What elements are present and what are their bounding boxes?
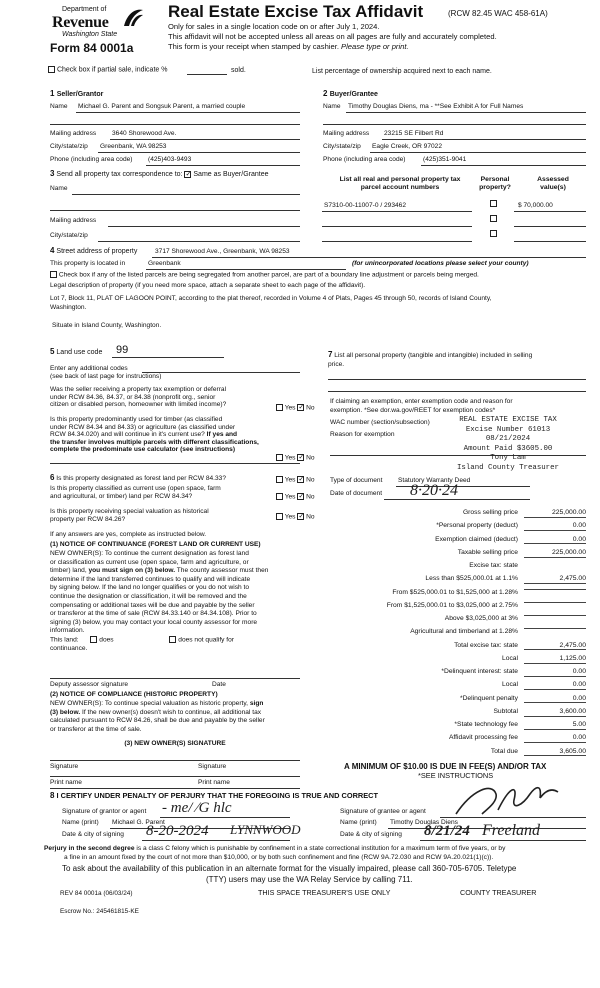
form-title: Real Estate Excise Tax Affidavit xyxy=(168,2,424,21)
grantee-signature[interactable] xyxy=(452,780,562,818)
fee-value[interactable]: 3,600.00 xyxy=(524,708,586,717)
q1-no-checkbox[interactable]: ✓ xyxy=(298,404,305,411)
seller-phone-value[interactable]: (425)403-9493 xyxy=(148,156,192,163)
fee-value[interactable] xyxy=(524,602,586,603)
county-treasurer-label: COUNTY TREASURER xyxy=(460,888,537,897)
minimum-fee-note: A MINIMUM OF $10.00 IS DUE IN FEE(S) AND/OR TAX xyxy=(344,762,547,771)
fee-label: Exemption claimed (deduct) xyxy=(435,535,518,543)
fee-value[interactable]: 0.00 xyxy=(524,668,586,677)
assessed-col-header: Assessed value(s) xyxy=(537,176,569,191)
personal-property-label: 7 List all personal property (tangible and intangible) included in selling price. xyxy=(328,350,533,368)
q6a-yes-checkbox[interactable] xyxy=(276,476,283,483)
personal-property-checkbox-1[interactable] xyxy=(490,200,497,207)
fee-label: Taxable selling price xyxy=(457,548,518,556)
grantee-name-value[interactable]: Timothy Douglas Diens xyxy=(390,819,458,826)
certification-statement: 8 I CERTIFY UNDER PENALTY OF PERJURY THAT THE FOREGOING IS TRUE AND CORRECT xyxy=(50,791,379,800)
deputy-sig-label: Deputy assessor signature xyxy=(50,681,129,688)
fee-value[interactable] xyxy=(524,589,586,590)
dept-label: Department of xyxy=(62,6,107,13)
buyer-name-label: Name xyxy=(323,103,341,110)
escrow-number: Escrow No.: 245461815-KE xyxy=(60,908,139,915)
notice-continuance-body: NEW OWNER(S): To continue the current designation as forest land or classification as current use (open space, farm and agriculture, or timber) land, you must sign on (3) below. The county assessor must then determine if the land transferred continues to qualify and will indicate by signing below. If the land no longer qualifies or you do not wish to continue the designation or classification, it will be removed and the compensating or additional taxes will be due and payable by the seller or transferor at the time of sale (RCW 84.33.140 or 84.34.108). Prior to signing (3) below, you may contact your local county assessor for more information. xyxy=(50,550,269,635)
list-percentage-note: List percentage of ownership acquired next to each name. xyxy=(312,68,492,75)
statute-ref: (RCW 82.45 WAC 458-61A) xyxy=(448,9,548,18)
q2-yes-no: Yes ✓ No xyxy=(276,454,315,462)
treasurer-use-label: THIS SPACE TREASURER'S USE ONLY xyxy=(258,888,391,897)
same-as-buyer-checkbox[interactable]: ✓ xyxy=(185,170,192,178)
fee-label: Affidavit processing fee xyxy=(448,734,518,742)
buyer-mailing-label: Mailing address xyxy=(323,130,370,137)
fee-label: Excise tax: state xyxy=(469,562,518,569)
land-use-code[interactable]: 99 xyxy=(116,344,129,356)
q2-yes-checkbox[interactable] xyxy=(276,454,283,461)
timber-question: Is this property predominantly used for timber (as classified under RCW 84.34 and 84.33) or agriculture (as classified under RCW 84.34.020) and will continue in it's current use? If yes and the transfer involves multiple parcels with different classifications, complete the predominate use calculator (see instructions) xyxy=(50,416,259,454)
personal-col-header: Personal property? xyxy=(479,176,511,191)
fee-label: Less than $525,000.01 at 1.1% xyxy=(425,575,518,583)
fee-value[interactable]: 3,605.00 xyxy=(524,748,586,757)
notice-continuance-title: (1) NOTICE OF CONTINUANCE (FOREST LAND OR CURRENT USE) xyxy=(50,541,261,548)
header-line-1: Only for sales in a single location code on or after July 1, 2024. xyxy=(168,22,380,31)
fee-label: Agricultural and timberland at 1.28% xyxy=(410,628,518,636)
q6b-yes-no: Yes ✓ No xyxy=(276,493,315,501)
located-value[interactable]: Greenbank xyxy=(148,260,181,267)
seller-name-label: Name xyxy=(50,103,68,110)
fee-value[interactable] xyxy=(524,615,586,616)
buyer-city-label: City/state/zip xyxy=(323,143,361,150)
buyer-phone-value[interactable]: (425)351-9041 xyxy=(423,156,467,163)
q6b-no-checkbox[interactable]: ✓ xyxy=(298,493,305,500)
perjury-line-1: Perjury in the second degree is a class C felony which is punishable by confinement in a state correctional institution for a maximum term of five years, or by xyxy=(44,845,506,852)
grantor-name-value[interactable]: Michael G. Parent xyxy=(112,819,165,826)
seller-mailing-label: Mailing address xyxy=(50,130,97,137)
owner-sig-label-1: Signature xyxy=(50,763,79,770)
new-owner-signature-title: (3) NEW OWNER(S) SIGNATURE xyxy=(124,740,226,747)
seller-phone-label: Phone (including area code) xyxy=(50,156,133,163)
if-any-note: If any answers are yes, complete as instructed below. xyxy=(50,531,207,538)
doc-type-value[interactable]: Statutory Warranty Deed xyxy=(398,477,471,484)
segregated-row: Check box if any of the listed parcels are being segregated from another parcel, are part of a boundary line adjustment or parcels being merged. xyxy=(50,271,479,279)
q6c-no-checkbox[interactable]: ✓ xyxy=(298,513,305,520)
fee-label: From $1,525,000.01 to $3,025,000 at 2.75% xyxy=(386,601,518,609)
deputy-date-label: Date xyxy=(212,681,226,688)
form-number: Form 84 0001a xyxy=(50,41,134,55)
accessibility-line-2: (TTY) users may use the WA Relay Service by calling 711. xyxy=(206,875,413,884)
fee-value[interactable]: 0.00 xyxy=(524,536,586,545)
fee-value[interactable]: 0.00 xyxy=(524,695,586,704)
wac-label: WAC number (section/subsection) xyxy=(330,419,430,426)
this-land-label: This land: does does not qualify for xyxy=(50,636,234,644)
buyer-phone-label: Phone (including area code) xyxy=(323,156,406,163)
q6b-yes-checkbox[interactable] xyxy=(276,493,283,500)
wa-logo-icon xyxy=(121,6,145,30)
exemption-claim-label: If claiming an exemption, enter exemption code and reason for exemption. *See dor.wa.gov/REET for exemption codes* xyxy=(330,398,513,414)
grantee-city-value[interactable]: Freeland xyxy=(482,822,541,839)
current-use-question: Is this property classified as current use (open space, farm and agricultural, or timber) land per RCW 84.34? xyxy=(50,485,221,500)
personal-property-checkbox-3[interactable] xyxy=(490,230,497,237)
grantor-city-value[interactable]: LYNNWOOD xyxy=(230,822,301,837)
buyer-mailing-value[interactable]: 23215 SE Filbert Rd xyxy=(384,130,444,137)
legal-desc-line-1: Lot 7, Block 11, PLAT OF LAGOON POINT, according to the plat thereof, recorded in Volume 4 of Plats, Pages 45 through 50, records of Island County, xyxy=(50,295,492,302)
q1-yes-checkbox[interactable] xyxy=(276,404,283,411)
buyer-heading: 2 Buyer/Grantee xyxy=(323,89,378,98)
uninc-note: (for unincorporated locations please select your county) xyxy=(352,260,529,267)
fee-value[interactable]: 2,475.00 xyxy=(524,575,586,584)
seller-mailing-value[interactable]: 3640 Shorewood Ave. xyxy=(112,130,177,137)
additional-codes-label: Enter any additional codes (see back of last page for instructions) xyxy=(50,365,162,380)
grantee-name-label: Name (print) xyxy=(340,819,377,826)
section4-address-row: 4 Street address of property xyxy=(50,246,138,255)
fee-label: Subtotal xyxy=(493,707,518,715)
doc-type-label: Type of document xyxy=(330,477,383,484)
fee-label: Total due xyxy=(490,747,518,755)
fee-label: From $525,000.01 to $1,525,000 at 1.28% xyxy=(392,588,518,596)
treasurer-stamp: REAL ESTATE EXCISE TAX Excise Number 61013 08/21/2024 Amount Paid $3605.00 Tony Lam Island County Treasurer xyxy=(456,416,559,472)
does-not-checkbox[interactable] xyxy=(169,636,176,643)
property-address[interactable]: 3717 Shorewood Ave., Greenbank, WA 98253 xyxy=(155,248,290,255)
reason-label: Reason for exemption xyxy=(330,431,395,438)
see-instructions: *SEE INSTRUCTIONS xyxy=(418,771,494,780)
revenue-logo-text: Revenue xyxy=(52,14,109,31)
grantee-date-label: Date & city of signing xyxy=(340,831,402,838)
partial-sale-row: Check box if partial sale, indicate % xyxy=(48,66,167,74)
buyer-city-value[interactable]: Eagle Creek, OR 97022 xyxy=(372,143,443,150)
seller-city-label: City/state/zip xyxy=(50,143,88,150)
segregated-checkbox[interactable] xyxy=(50,271,57,278)
seller-heading: 1 Seller/Grantor xyxy=(50,89,104,98)
located-label: This property is located in xyxy=(50,260,126,267)
fee-label: *Delinquent interest: state xyxy=(441,668,518,675)
grantor-name-label: Name (print) xyxy=(62,819,99,826)
buyer-name-value[interactable]: Timothy Douglas Diens, ma - **See Exhibit A for Full Names xyxy=(348,103,524,110)
doc-date-value[interactable]: 8·20·24 xyxy=(410,482,458,499)
owner-sig-label-2: Signature xyxy=(198,763,227,770)
assessed-value[interactable]: $ 70,000.00 xyxy=(518,202,553,209)
section3-row: 3 Send all property tax correspondence to: ✓ Same as Buyer/Grantee xyxy=(50,169,269,178)
grantor-signature[interactable]: - me/ ⁄G hlc xyxy=(162,800,232,816)
fee-value[interactable]: 2,475.00 xyxy=(524,642,586,651)
land-use-row: 5 Land use code xyxy=(50,347,103,356)
does-checkbox[interactable] xyxy=(90,636,97,643)
q6c-yes-checkbox[interactable] xyxy=(276,513,283,520)
q6c-yes-no: Yes ✓ No xyxy=(276,513,315,521)
notice-compliance-body: NEW OWNER(S): To continue special valuation as historic property, sign (3) below. If the new owner(s) doesn't wish to continue, all additional tax calculated pursuant to RCW 84.26, shall be due and payable by the seller or transferor at the time of sale. xyxy=(50,700,265,733)
header-line-3: This form is your receipt when stamped by cashier. Please type or print. xyxy=(168,42,409,51)
fee-value[interactable]: 0.00 xyxy=(524,522,586,531)
situate-text: Situate in Island County, Washington. xyxy=(52,322,162,329)
seller-name-value[interactable]: Michael G. Parent and Songsuk Parent, a married couple xyxy=(78,103,246,110)
owner-print-label-2: Print name xyxy=(198,779,230,786)
q1-yes-no: Yes ✓ No xyxy=(276,404,315,412)
sold-label: sold. xyxy=(231,67,246,74)
fee-value[interactable]: 0.00 xyxy=(524,734,586,743)
accessibility-line-1: To ask about the availability of this publication in an alternate format for the visually impaired, please call 360-705-6705. Teletype xyxy=(62,864,517,873)
fee-value[interactable]: 1,125.00 xyxy=(524,655,586,664)
perjury-line-2: a fine in an amount fixed by the court of not more than $10,000, or by both such confinement and fine (RCW 9A.72.030 and RCW 9A.20.021(1)(c)). xyxy=(64,854,494,861)
owner-print-label-1: Print name xyxy=(50,779,82,786)
fee-value[interactable]: 0.00 xyxy=(524,681,586,690)
revision-label: REV 84 0001a (06/03/24) xyxy=(60,890,133,897)
fee-label: *Delinquent penalty xyxy=(460,694,518,702)
historical-question: Is this property receiving special valuation as historical property per RCW 84.26? xyxy=(50,508,209,523)
legal-desc-label: Legal description of property (if you need more space, attach a separate sheet to each page of the affidavit). xyxy=(50,282,366,289)
notice-compliance-title: (2) NOTICE OF COMPLIANCE (HISTORIC PROPERTY) xyxy=(50,691,218,698)
grantee-date-value[interactable]: 8/21/24 xyxy=(424,823,470,839)
grantor-date-label: Date & city of signing xyxy=(62,831,124,838)
fee-value[interactable] xyxy=(524,628,586,629)
fee-label: Gross selling price xyxy=(462,509,518,516)
doc-date-label: Date of document xyxy=(330,490,383,497)
grantor-sig-label: Signature of grantor or agent xyxy=(62,808,147,815)
legal-desc-line-2: Washington. xyxy=(50,304,87,311)
state-label: Washington State xyxy=(62,31,118,38)
forest-question: 6 Is this property designated as forest land per RCW 84.33? xyxy=(50,473,226,482)
partial-sale-checkbox[interactable] xyxy=(48,66,55,73)
fee-label: *State technology fee xyxy=(454,721,518,728)
fee-value[interactable]: 5.00 xyxy=(524,721,586,730)
q6a-no-checkbox[interactable]: ✓ xyxy=(298,476,305,483)
fee-label: Local xyxy=(502,681,518,689)
fee-value[interactable]: 225,000.00 xyxy=(524,509,586,518)
fee-label: Above $3,025,000 at 3% xyxy=(444,615,518,622)
exemption-question: Was the seller receiving a property tax exemption or deferral under RCW 84.36, 84.37, or 84.38 (nonprofit org., senior citizen or disabled person, homeowner with limited income)? xyxy=(50,386,227,409)
fee-label: *Personal property (deduct) xyxy=(436,522,518,530)
grantor-date-value[interactable]: 8-20-2024 xyxy=(146,823,209,839)
q6a-yes-no: Yes ✓ No xyxy=(276,476,315,484)
seller-city-value[interactable]: Greenbank, WA 98253 xyxy=(100,143,167,150)
continuance-label: continuance. xyxy=(50,645,88,652)
fee-label: Local xyxy=(502,654,518,662)
header-line-2: This affidavit will not be accepted unless all areas on all pages are fully and accurately completed. xyxy=(168,32,497,41)
fee-value[interactable]: 225,000.00 xyxy=(524,549,586,558)
parcel-number[interactable]: S7310-00-11007-0 / 293462 xyxy=(324,202,406,209)
grantee-sig-label: Signature of grantee or agent xyxy=(340,808,426,815)
s3-name-label: Name xyxy=(50,185,68,192)
personal-property-checkbox-2[interactable] xyxy=(490,215,497,222)
fee-label: Total excise tax: state xyxy=(454,641,518,649)
s3-mailing-label: Mailing address xyxy=(50,217,97,224)
parcel-col-header: List all real and personal property tax parcel account numbers xyxy=(339,176,461,191)
q2-no-checkbox[interactable]: ✓ xyxy=(298,454,305,461)
s3-city-label: City/state/zip xyxy=(50,232,88,239)
